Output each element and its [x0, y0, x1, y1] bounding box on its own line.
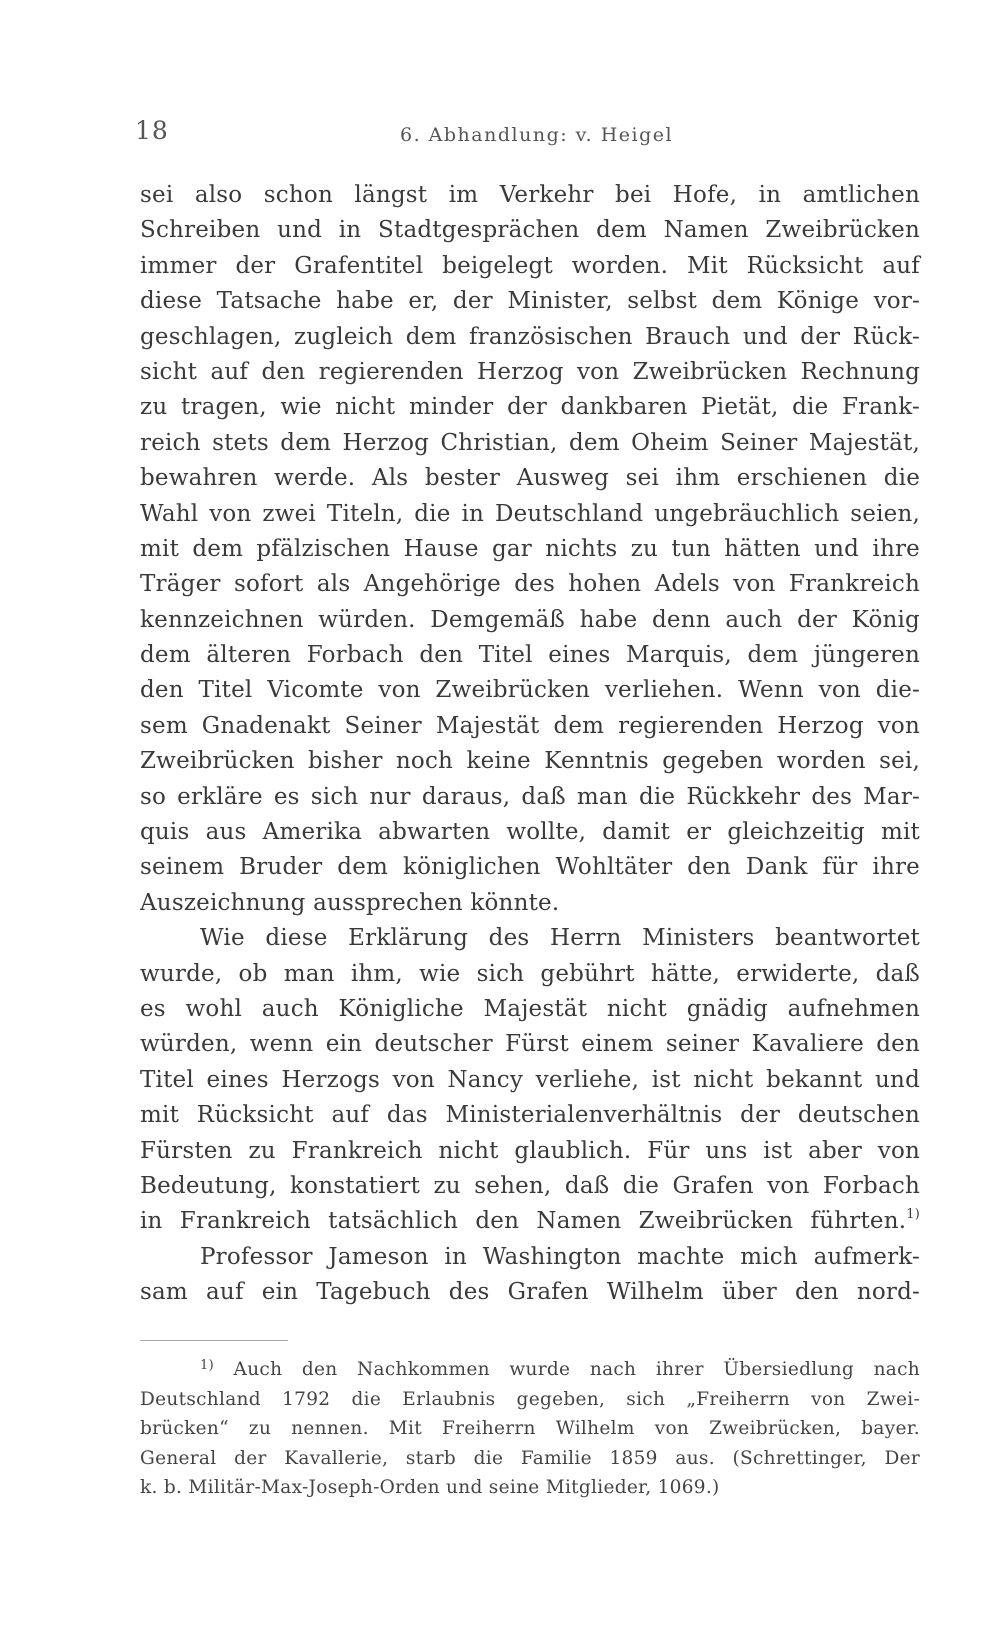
text-line: sicht auf den regierenden Herzog von Zweibrücken Rechnung — [140, 358, 920, 385]
footnote-marker: 1) — [906, 1207, 920, 1223]
text-line: es wohl auch Königliche Majestät nicht gnädig aufnehmen — [140, 995, 920, 1022]
text-line: quis aus Amerika abwarten wollte, damit er gleichzeitig mit — [140, 819, 920, 846]
text-line: Titel eines Herzogs von Nancy verliehe, ist nicht bekannt und — [140, 1066, 920, 1093]
text-line: wurde, ob man ihm, wie sich gebührt hätte, erwiderte, daß — [140, 960, 920, 987]
footnote-block — [140, 1355, 920, 1503]
footnote-line: General der Kavallerie, starb die Familie 1859 aus. (Schrettinger, Der — [140, 1447, 920, 1469]
running-title: 6. Abhandlung: v. Heigel — [400, 124, 674, 146]
text-line-content: in Frankreich tatsächlich den Namen Zweibrücken führten. — [140, 1208, 907, 1235]
text-line: würden, wenn ein deutscher Fürst einem seiner Kavaliere den — [140, 1031, 920, 1058]
text-line: Träger sofort als Angehörige des hohen Adels von Frankreich — [140, 571, 920, 598]
text-line: reich stets dem Herzog Christian, dem Oheim Seiner Majestät, — [140, 429, 920, 456]
text-line: zu tragen, wie nicht minder der dankbaren Pietät, die Frank- — [140, 394, 920, 421]
text-line: Bedeutung, konstatiert zu sehen, daß die Grafen von Forbach — [140, 1172, 920, 1199]
footnote-line: k. b. Militär-Max-Joseph-Orden und seine Mitglieder, 1069.) — [140, 1477, 720, 1498]
text-line: Auszeichnung aussprechen könnte. — [140, 889, 560, 916]
text-line: bewahren werde. Als bester Ausweg sei ihm erschienen die — [140, 465, 920, 492]
text-line: sam auf ein Tagebuch des Grafen Wilhelm über den nord- — [140, 1279, 920, 1306]
text-line: den Titel Vicomte von Zweibrücken verliehen. Wenn von die- — [140, 677, 920, 704]
text-line: Wie diese Erklärung des Herrn Ministers beantwortet — [200, 925, 920, 952]
text-line: sei also schon längst im Verkehr bei Hofe, in amtlichen — [140, 182, 920, 208]
text-line: Schreiben und in Stadtgesprächen dem Namen Zweibrücken — [140, 217, 920, 244]
text-line: Fürsten zu Frankreich nicht glaublich. Für uns ist aber von — [140, 1137, 920, 1164]
text-line: geschlagen, zugleich dem französischen Brauch und der Rück- — [140, 323, 920, 350]
text-line-with-footnote-ref — [140, 1204, 920, 1239]
page-number: 18 — [135, 116, 169, 145]
text-line: Zweibrücken bisher noch keine Kenntnis gegeben worden sei, — [140, 748, 920, 775]
footnote-number: 1) — [200, 1358, 214, 1373]
text-line: dem älteren Forbach den Titel eines Marquis, dem jüngeren — [140, 642, 920, 669]
footnote-text: Auch den Nachkommen wurde nach ihrer Übersiedlung nach — [233, 1359, 920, 1380]
page-header — [135, 116, 925, 152]
text-line: diese Tatsache habe er, der Minister, selbst dem Könige vor- — [140, 288, 920, 315]
text-line: kennzeichnen würden. Demgemäß habe denn auch der König — [140, 606, 920, 633]
text-line: sem Gnadenakt Seiner Majestät dem regierenden Herzog von — [140, 712, 920, 739]
text-line: Wahl von zwei Titeln, die in Deutschland ungebräuchlich seien, — [140, 500, 920, 527]
footnote-line: Deutschland 1792 die Erlaubnis gegeben, sich „Freiherrn von Zwei- — [140, 1388, 920, 1410]
text-line: Professor Jameson in Washington machte mich aufmerk- — [200, 1243, 920, 1270]
text-line: immer der Grafentitel beigelegt worden. Mit Rücksicht auf — [140, 252, 920, 279]
text-line: mit Rücksicht auf das Ministerialenverhältnis der deutschen — [140, 1102, 920, 1129]
text-line: mit dem pfälzischen Hause gar nichts zu tun hätten und ihre — [140, 535, 920, 562]
main-text — [140, 178, 920, 1311]
footnote-divider — [140, 1340, 288, 1341]
footnote-line-with-marker — [140, 1355, 920, 1385]
text-line: seinem Bruder dem königlichen Wohltäter den Dank für ihre — [140, 854, 920, 881]
text-line: so erkläre es sich nur daraus, daß man die Rückkehr des Mar- — [140, 783, 920, 810]
footnote-line: brücken“ zu nennen. Mit Freiherrn Wilhelm von Zweibrücken, bayer. — [140, 1418, 920, 1439]
